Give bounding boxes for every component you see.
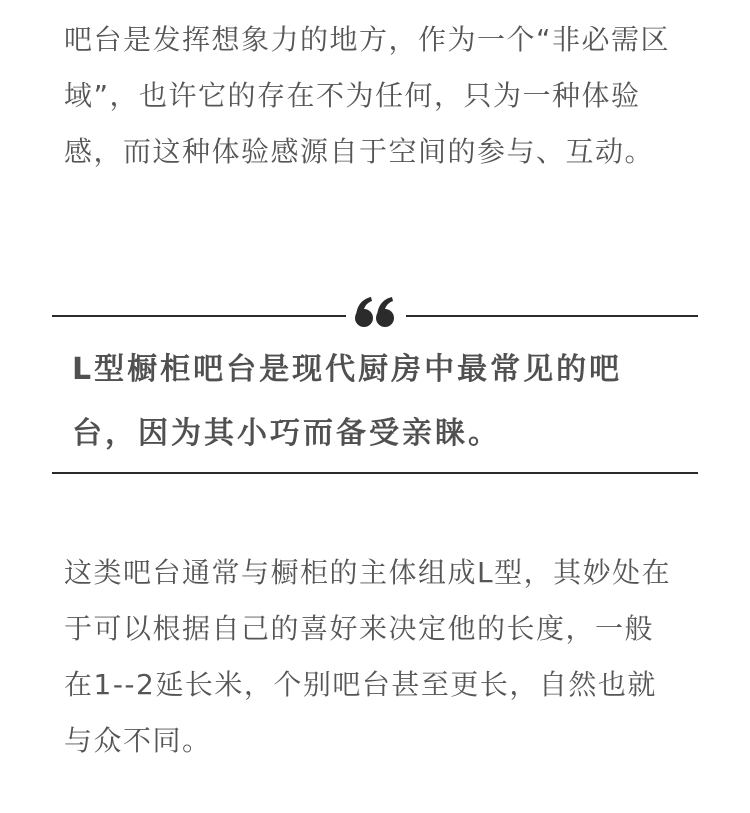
intro-paragraph [64, 12, 694, 180]
body-line: 于可以根据自己的喜好来决定他的长度，一般 [64, 612, 655, 645]
pull-quote-line: L型橱柜吧台是现代厨房中最常见的吧 [72, 352, 623, 387]
body-line: 在1--2延长米，个别吧台甚至更长，自然也就 [64, 668, 657, 701]
body-line: 这类吧台通常与橱柜的主体组成L型，其妙处在 [64, 556, 672, 589]
quote-top-rule-left [52, 315, 346, 317]
intro-line: 域”，也许它的存在不为任何，只为一种体验 [64, 79, 641, 112]
body-line: 与众不同。 [64, 724, 212, 757]
quotation-mark-icon [354, 296, 396, 328]
pull-quote-line: 台，因为其小巧而备受亲睐。 [72, 416, 501, 451]
quote-top-rule-right [406, 315, 698, 317]
pull-quote [72, 338, 692, 466]
intro-line: 吧台是发挥想象力的地方，作为一个“非必需区 [64, 23, 671, 56]
quote-bottom-rule [52, 472, 698, 474]
body-paragraph [64, 545, 694, 769]
intro-line: 感，而这种体验感源自于空间的参与、互动。 [64, 135, 655, 168]
